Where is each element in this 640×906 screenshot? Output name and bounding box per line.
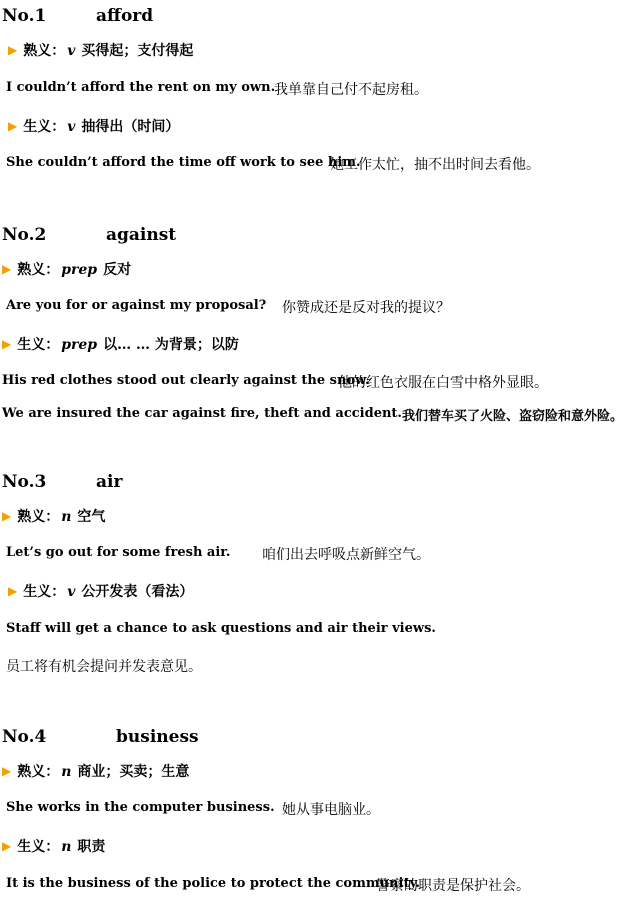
headword: business: [116, 727, 199, 747]
triangle-bullet-icon: ▶: [2, 509, 12, 523]
triangle-bullet-icon: ▶: [2, 337, 12, 351]
triangle-bullet-icon: ▶: [2, 839, 12, 853]
example-en: Are you for or against my proposal?: [6, 298, 267, 313]
sense-label: 熟义：: [23, 43, 66, 59]
headword: against: [106, 225, 177, 245]
entry-number: No.1: [2, 6, 47, 26]
example-zh: 警察的职责是保护社会。: [376, 878, 530, 894]
triangle-bullet-icon: ▶: [8, 584, 18, 598]
example-en: She works in the computer business.: [6, 800, 275, 815]
part-of-speech: v: [67, 119, 76, 135]
example-zh: 我们替车买了火险、盗窃险和意外险。: [402, 409, 624, 424]
example-en: Staff will get a chance to ask questions and air their views.: [6, 621, 436, 636]
headword: air: [96, 472, 123, 492]
part-of-speech: prep: [61, 262, 98, 278]
part-of-speech: v: [67, 43, 76, 59]
sense-meaning: 反对: [103, 262, 132, 278]
example-en: It is the business of the police to protect the community.: [6, 876, 421, 891]
example-zh: 他的红色衣服在白雪中格外显眼。: [338, 375, 548, 391]
sense-line: [8, 116, 179, 136]
example-en: We are insured the car against fire, theft and accident.: [2, 406, 402, 421]
sense-label: 熟义：: [17, 764, 60, 780]
sense-label: 生义：: [17, 839, 60, 855]
example-zh: 员工将有机会提问并发表意见。: [6, 659, 202, 675]
triangle-bullet-icon: ▶: [8, 119, 18, 133]
sense-line: [2, 334, 239, 354]
sense-label: 生义：: [17, 337, 60, 353]
sense-line: [2, 506, 105, 526]
triangle-bullet-icon: ▶: [2, 764, 12, 778]
sense-meaning: 以… … 为背景；以防: [103, 337, 239, 353]
entry-number: No.2: [2, 225, 47, 245]
triangle-bullet-icon: ▶: [8, 43, 18, 57]
sense-label: 生义：: [23, 119, 66, 135]
example-en: I couldn’t afford the rent on my own.: [6, 80, 276, 95]
sense-meaning: 公开发表（看法）: [81, 584, 194, 600]
sense-line: [2, 761, 189, 781]
part-of-speech: v: [67, 584, 76, 600]
example-zh: 她从事电脑业。: [282, 802, 380, 818]
sense-meaning: 空气: [77, 509, 106, 525]
example-zh: 你赞成还是反对我的提议？: [282, 300, 450, 316]
part-of-speech: n: [61, 764, 72, 780]
part-of-speech: n: [61, 839, 72, 855]
example-en: Let’s go out for some fresh air.: [6, 545, 231, 560]
example-zh: 咱们出去呼吸点新鲜空气。: [262, 547, 430, 563]
sense-label: 熟义：: [17, 509, 60, 525]
part-of-speech: prep: [61, 337, 98, 353]
entry-number: No.4: [2, 727, 47, 747]
entry-number: No.3: [2, 472, 47, 492]
sense-label: 熟义：: [17, 262, 60, 278]
example-zh: 我单靠自己付不起房租。: [274, 82, 428, 98]
sense-meaning: 买得起；支付得起: [81, 43, 194, 59]
sense-meaning: 商业；买卖；生意: [77, 764, 190, 780]
headword: afford: [96, 6, 154, 26]
example-en: She couldn’t afford the time off work to see him.: [6, 155, 361, 170]
sense-meaning: 职责: [77, 839, 106, 855]
sense-line: [2, 836, 105, 856]
sense-label: 生义：: [23, 584, 66, 600]
example-zh: 她工作太忙，抽不出时间去看他。: [330, 157, 540, 173]
sense-line: [8, 40, 193, 60]
sense-line: [2, 259, 131, 279]
sense-line: [8, 581, 193, 601]
part-of-speech: n: [61, 509, 72, 525]
sense-meaning: 抽得出（时间）: [81, 119, 180, 135]
triangle-bullet-icon: ▶: [2, 262, 12, 276]
example-en: His red clothes stood out clearly against the snow.: [2, 373, 370, 388]
